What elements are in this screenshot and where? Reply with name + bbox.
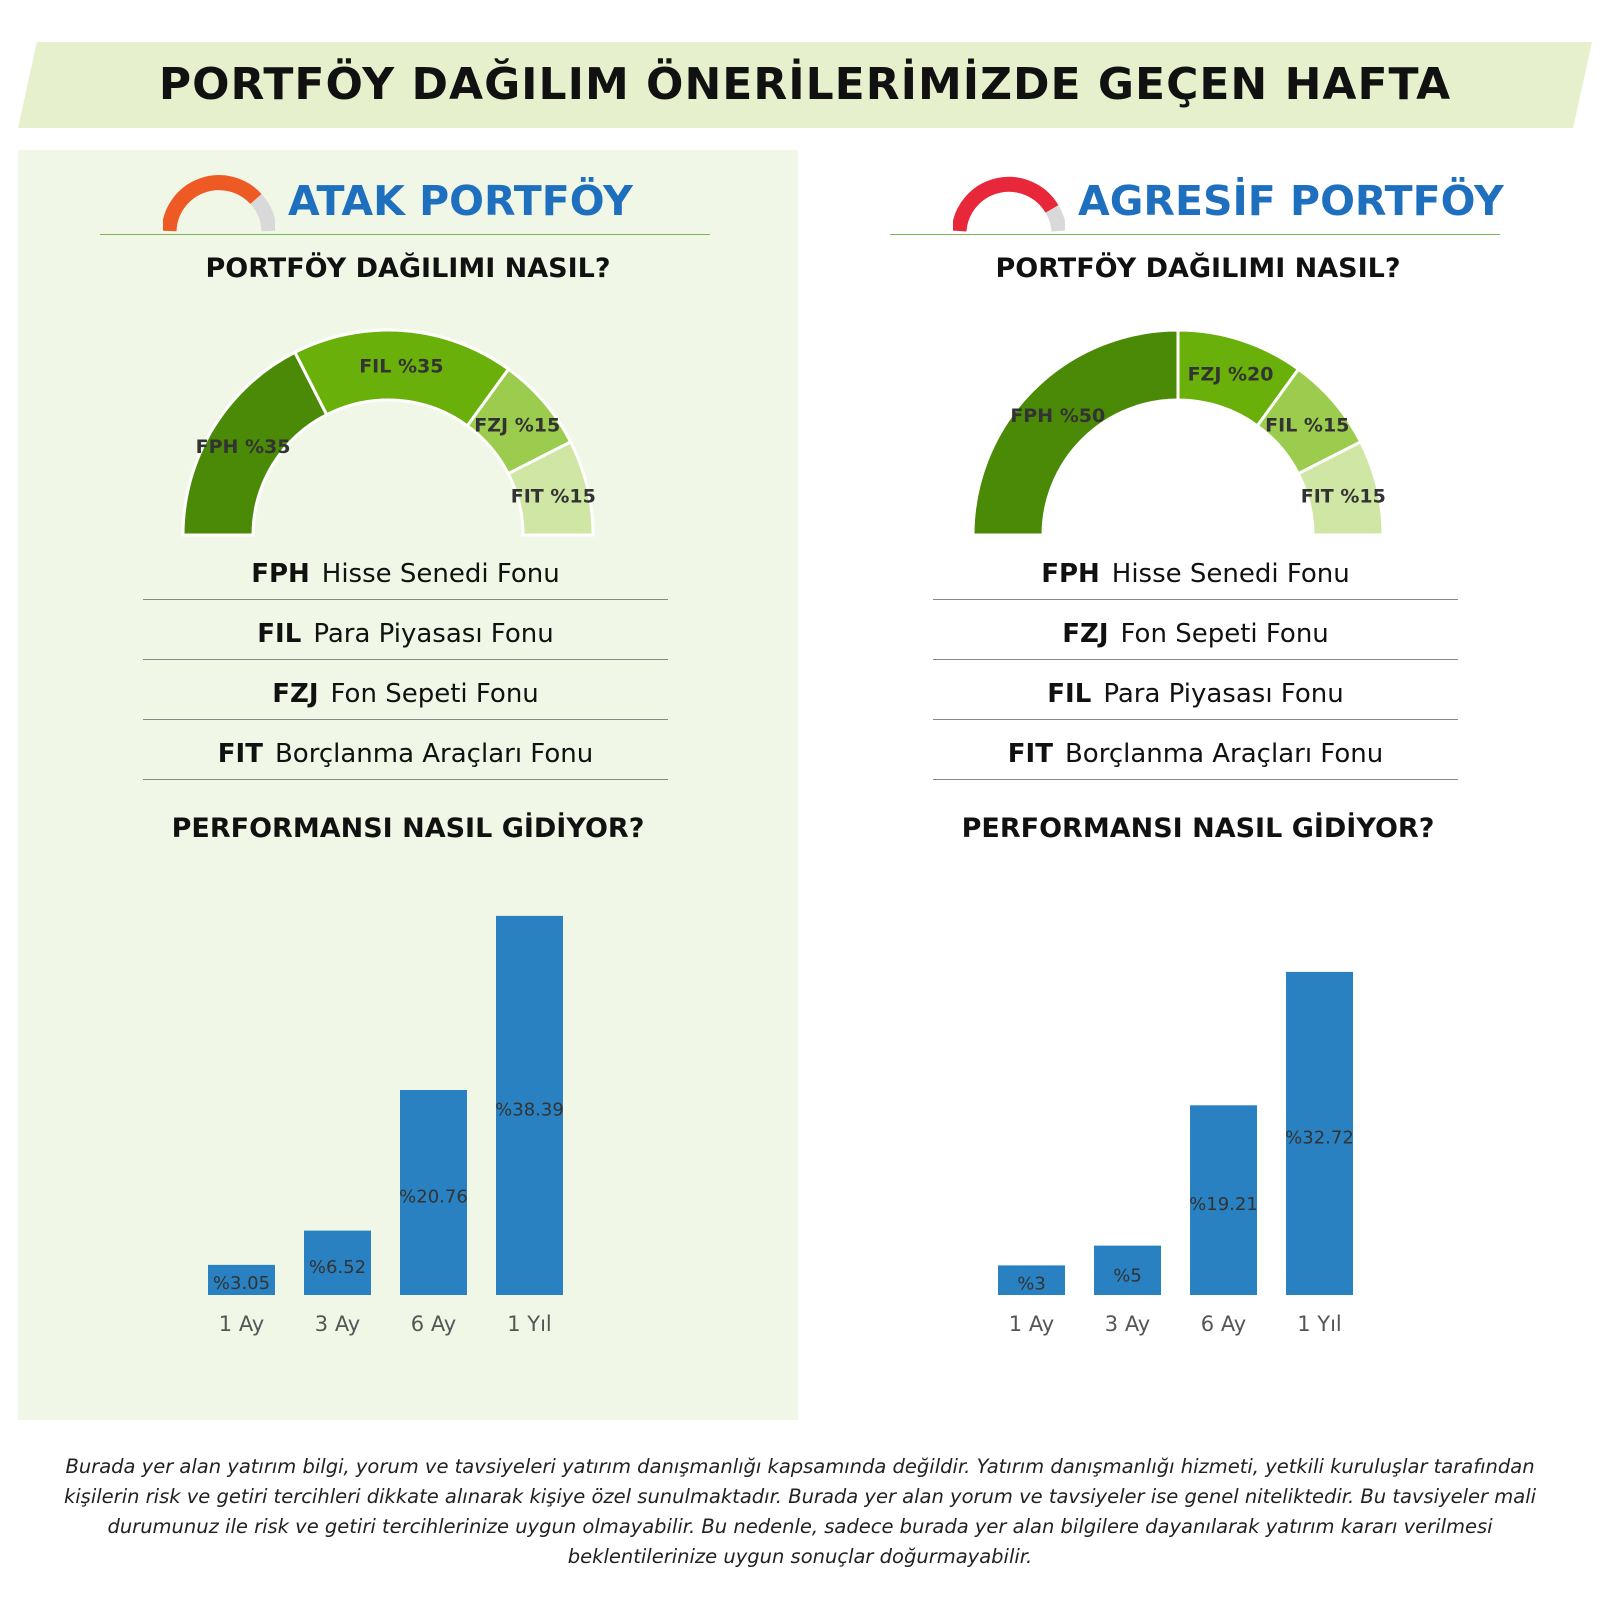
gauge-icon [953,175,1065,233]
performance-question: PERFORMANSI NASIL GİDİYOR? [171,813,645,844]
fund-code: FIL [1047,679,1092,709]
atak-portfolio-panel [18,150,798,1420]
fund-desc: Hisse Senedi Fonu [321,559,560,589]
fund-desc: Para Piyasası Fonu [1103,679,1344,709]
fund-row [143,720,668,780]
portfolio-header [18,175,798,235]
fund-desc: Para Piyasası Fonu [313,619,554,649]
fund-code: FPH [1041,559,1100,589]
title-underline [100,234,710,235]
slice-label: FPH %35 [195,436,291,459]
fund-desc: Hisse Senedi Fonu [1111,559,1350,589]
bar-category-label: 3 Ay [314,1312,361,1336]
performance-bar-chart [158,890,638,1350]
fund-row [933,660,1458,720]
slice-label: FZJ %20 [1187,363,1274,386]
fund-row [143,660,668,720]
allocation-half-donut [178,325,598,540]
performance-bar-chart [948,890,1428,1350]
bar-category-label: 1 Yıl [507,1312,552,1336]
fund-code: FIL [257,619,302,649]
slice-label: FIT %15 [510,485,596,508]
performance-question: PERFORMANSI NASIL GİDİYOR? [961,813,1435,844]
portfolio-name: AGRESİF PORTFÖY [1078,177,1504,225]
agresif-portfolio-panel [808,150,1588,1420]
bar-value-label: %38.39 [495,1099,564,1121]
page-title: PORTFÖY DAĞILIM ÖNERİLERİMİZDE GEÇEN HAFTA [158,59,1452,110]
slice-label: FIT %15 [1300,485,1386,508]
fund-desc: Borçlanma Araçları Fonu [274,739,594,769]
bar-value-label: %5 [1113,1265,1142,1287]
bar-value-label: %6.52 [308,1256,367,1278]
fund-code: FPH [251,559,310,589]
bar-category-label: 1 Ay [1008,1312,1055,1336]
portfolio-name: ATAK PORTFÖY [288,177,633,225]
fund-desc: Fon Sepeti Fonu [330,679,539,709]
slice-label: FIL %35 [359,355,444,378]
bar-category-label: 1 Ay [218,1312,265,1336]
portfolio-header [808,175,1588,235]
fund-code: FIT [1007,739,1053,769]
slice-label: FIL %15 [1265,414,1350,437]
allocation-question: PORTFÖY DAĞILIMI NASIL? [205,253,611,284]
allocation-question: PORTFÖY DAĞILIMI NASIL? [995,253,1401,284]
fund-row [933,600,1458,660]
bar-value-label: %20.76 [399,1186,468,1208]
fund-row [933,720,1458,780]
fund-list [933,540,1458,780]
bar-category-label: 3 Ay [1104,1312,1151,1336]
bar-category-label: 6 Ay [1200,1312,1247,1336]
fund-desc: Borçlanma Araçları Fonu [1064,739,1384,769]
fund-desc: Fon Sepeti Fonu [1120,619,1329,649]
fund-row [143,600,668,660]
gauge-icon [163,175,275,233]
bar-value-label: %3.05 [212,1272,271,1294]
bar-value-label: %19.21 [1189,1194,1258,1216]
slice-label: FZJ %15 [474,414,561,437]
fund-code: FZJ [1062,619,1109,649]
bar-category-label: 6 Ay [410,1312,457,1336]
disclaimer: Burada yer alan yatırım bilgi, yorum ve tavsiyeleri yatırım danışmanlığı kapsamında değildir. Yatırım danışmanlığı hizmeti, yetkili kuruluşlar tarafından kişilerin risk ve getiri tercihleri dikkate alınarak kişiye özel sunulmaktadır. Burada yer alan yorum ve tavsiyeler ise genel niteliktedir. Bu tavsiyeler mali durumunuz ile risk ve getiri tercihlerinize uygun olmayabilir. Bu nedenle, sadece burada yer alan bilgilere dayanılarak yatırım kararı verilmesi beklentilerinize uygun sonuçlar doğurmayabilir. [63,1455,1537,1568]
fund-code: FIT [217,739,263,769]
title-underline [890,234,1500,235]
bar-value-label: %32.72 [1285,1127,1354,1149]
fund-row [143,540,668,600]
slice-label: FPH %50 [1010,404,1106,427]
fund-list [143,540,668,780]
slice-fph [973,330,1178,535]
allocation-half-donut [968,325,1388,540]
fund-row [933,540,1458,600]
bar-value-label: %3 [1017,1273,1046,1295]
fund-code: FZJ [272,679,319,709]
bar-category-label: 1 Yıl [1297,1312,1342,1336]
